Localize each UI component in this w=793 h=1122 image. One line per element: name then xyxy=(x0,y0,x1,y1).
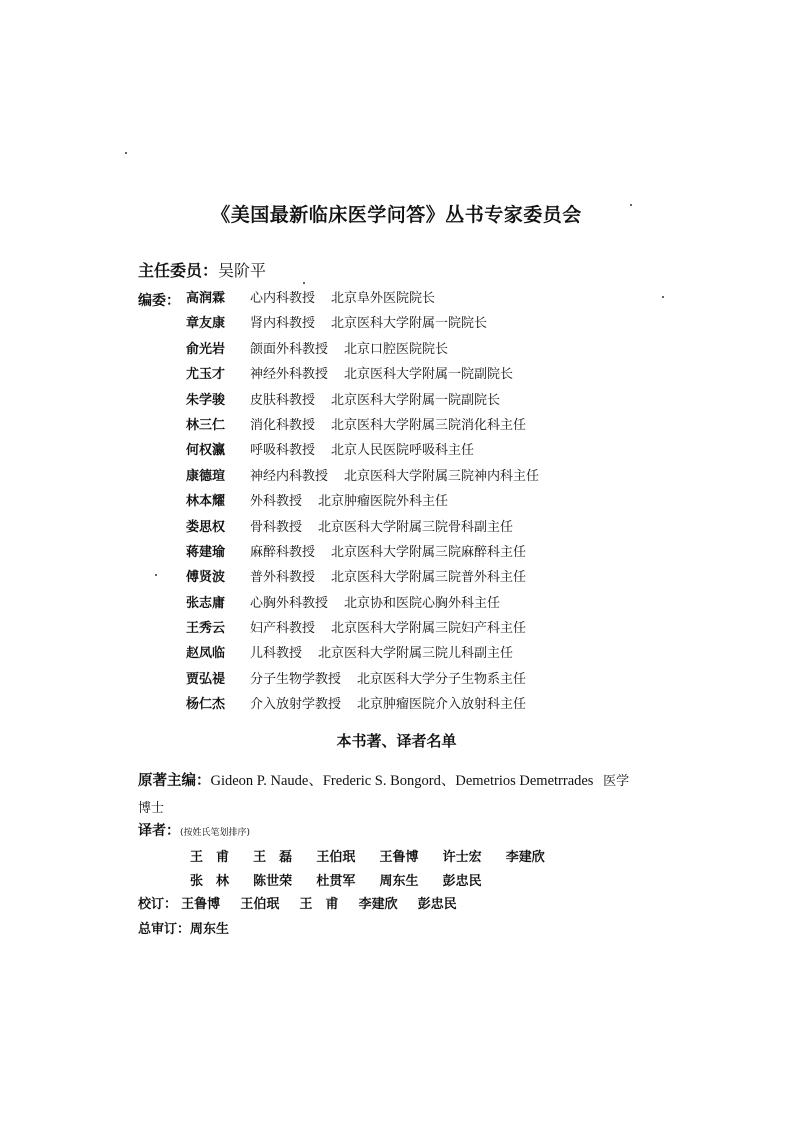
member-affiliation: 北京阜外医院院长 xyxy=(331,291,436,306)
member-list xyxy=(186,290,539,722)
reviewers-label: 校订： xyxy=(138,897,178,912)
scan-speck xyxy=(125,152,127,154)
member-role: 分子生物学教授 xyxy=(250,671,342,687)
member-row xyxy=(186,315,539,340)
member-row xyxy=(186,341,539,366)
member-role: 皮肤科教授 xyxy=(250,392,316,408)
member-row xyxy=(186,493,539,518)
member-name: 章友康 xyxy=(186,316,226,332)
member-name: 娄思权 xyxy=(186,519,226,535)
member-name: 康德瑄 xyxy=(186,468,226,484)
committee-title: 《美国最新临床医学问答》丛书专家委员会 xyxy=(211,204,582,226)
member-name: 朱学骏 xyxy=(186,392,226,408)
translator-name: 周东生 xyxy=(379,874,419,889)
member-name: 赵凤临 xyxy=(186,646,226,662)
member-row xyxy=(186,442,539,467)
members-label: 编委： xyxy=(138,293,180,309)
member-name: 林本耀 xyxy=(186,494,226,510)
translator-name: 李建欣 xyxy=(505,850,545,865)
member-role: 骨科教授 xyxy=(250,519,303,535)
member-affiliation: 北京肿瘤医院外科主任 xyxy=(318,494,449,510)
translator-name: 许士宏 xyxy=(442,850,482,865)
member-role: 神经外科教授 xyxy=(250,367,329,383)
author-names: Gideon P. Naude、Frederic S. Bongord、Demetrios Demetrrades xyxy=(210,773,594,789)
member-name: 傅贤波 xyxy=(186,570,226,586)
reviewers-line xyxy=(138,893,473,912)
translator-name: 王 磊 xyxy=(253,850,293,865)
member-affiliation: 北京医科大学附属三院麻醉科主任 xyxy=(331,544,527,560)
scan-speck xyxy=(303,282,305,284)
member-name: 林三仁 xyxy=(186,417,226,433)
member-role: 妇产科教授 xyxy=(250,621,316,637)
translators-line xyxy=(138,820,250,840)
member-name: 高润霖 xyxy=(186,291,226,306)
translators-note: (按姓氏笔划排序) xyxy=(180,828,251,838)
member-affiliation: 北京医科大学附属三院儿科副主任 xyxy=(318,646,514,662)
member-row xyxy=(186,620,539,645)
member-role: 神经内科教授 xyxy=(250,468,329,484)
member-row xyxy=(186,417,539,442)
credits-section-title: 本书著、译者名单 xyxy=(336,732,457,750)
member-name: 张志庸 xyxy=(186,595,226,611)
translators-label: 译者： xyxy=(138,823,180,839)
member-affiliation: 北京医科大学附属三院普外科主任 xyxy=(331,570,527,586)
chair-label: 主任委员： xyxy=(138,261,219,280)
translator-name: 王鲁博 xyxy=(379,850,419,865)
member-row xyxy=(186,519,539,544)
member-name: 何权瀛 xyxy=(186,443,226,459)
author-label: 原著主编： xyxy=(138,773,211,789)
chair-line xyxy=(138,258,266,281)
reviewer-name: 王 甫 xyxy=(299,897,339,912)
member-role: 介入放射学教授 xyxy=(250,697,342,713)
member-name: 俞光岩 xyxy=(186,341,226,357)
member-role: 呼吸科教授 xyxy=(250,443,316,459)
member-role: 儿科教授 xyxy=(250,646,303,662)
member-row xyxy=(186,544,539,569)
member-role: 普外科教授 xyxy=(250,570,316,586)
member-role: 颌面外科教授 xyxy=(250,341,329,357)
member-affiliation: 北京人民医院呼吸科主任 xyxy=(331,443,475,459)
final-label: 总审订： xyxy=(138,922,191,937)
reviewer-name: 彭忠民 xyxy=(417,897,457,912)
translator-name: 陈世荣 xyxy=(253,874,293,889)
member-affiliation: 北京医科大学附属一院院长 xyxy=(331,316,488,332)
member-role: 肾内科教授 xyxy=(250,316,316,332)
member-row xyxy=(186,696,539,721)
member-affiliation: 北京口腔医院院长 xyxy=(344,341,449,357)
member-affiliation: 北京医科大学分子生物系主任 xyxy=(357,671,527,687)
member-affiliation: 北京医科大学附属一院副院长 xyxy=(331,392,501,408)
member-affiliation: 北京肿瘤医院介入放射科主任 xyxy=(357,697,527,713)
member-affiliation: 北京医科大学附属三院消化科主任 xyxy=(331,417,527,433)
scan-speck xyxy=(155,574,157,576)
translator-name: 杜贯军 xyxy=(316,874,356,889)
member-role: 外科教授 xyxy=(250,494,303,510)
member-name: 杨仁杰 xyxy=(186,697,226,713)
member-name: 贾弘禔 xyxy=(186,671,226,687)
final-reviewer-line xyxy=(138,918,229,937)
translator-name: 王伯珉 xyxy=(316,850,356,865)
member-affiliation: 北京协和医院心胸外科主任 xyxy=(344,595,501,611)
member-affiliation: 北京医科大学附属三院妇产科主任 xyxy=(331,621,527,637)
member-row xyxy=(186,366,539,391)
member-row xyxy=(186,595,539,620)
member-name: 王秀云 xyxy=(186,621,226,637)
member-row xyxy=(186,671,539,696)
reviewer-name: 李建欣 xyxy=(358,897,398,912)
reviewer-name: 王伯珉 xyxy=(240,897,280,912)
member-role: 麻醉科教授 xyxy=(250,544,316,560)
original-author-line xyxy=(138,768,638,822)
member-row xyxy=(186,569,539,594)
member-row xyxy=(186,290,539,315)
reviewer-name: 王鲁博 xyxy=(181,897,221,912)
translators-row-1 xyxy=(190,846,565,865)
member-name: 蒋建瑜 xyxy=(186,544,226,560)
member-name: 尤玉才 xyxy=(186,367,226,383)
member-row xyxy=(186,645,539,670)
chair-name: 吴阶平 xyxy=(218,261,267,280)
translator-name: 彭忠民 xyxy=(442,874,482,889)
author-degree: 医学博士 xyxy=(138,774,630,816)
member-affiliation: 北京医科大学附属三院神内科主任 xyxy=(344,468,540,484)
final-reviewer-name: 周东生 xyxy=(190,922,230,937)
member-role: 心胸外科教授 xyxy=(250,595,329,611)
translator-name: 张 林 xyxy=(190,874,230,889)
member-role: 消化科教授 xyxy=(250,417,316,433)
member-row xyxy=(186,392,539,417)
member-role: 心内科教授 xyxy=(250,291,316,306)
scan-speck xyxy=(662,296,664,298)
member-affiliation: 北京医科大学附属三院骨科副主任 xyxy=(318,519,514,535)
member-row xyxy=(186,468,539,493)
translator-name: 王 甫 xyxy=(190,850,230,865)
member-affiliation: 北京医科大学附属一院副院长 xyxy=(344,367,514,383)
translators-row-2 xyxy=(190,870,502,889)
